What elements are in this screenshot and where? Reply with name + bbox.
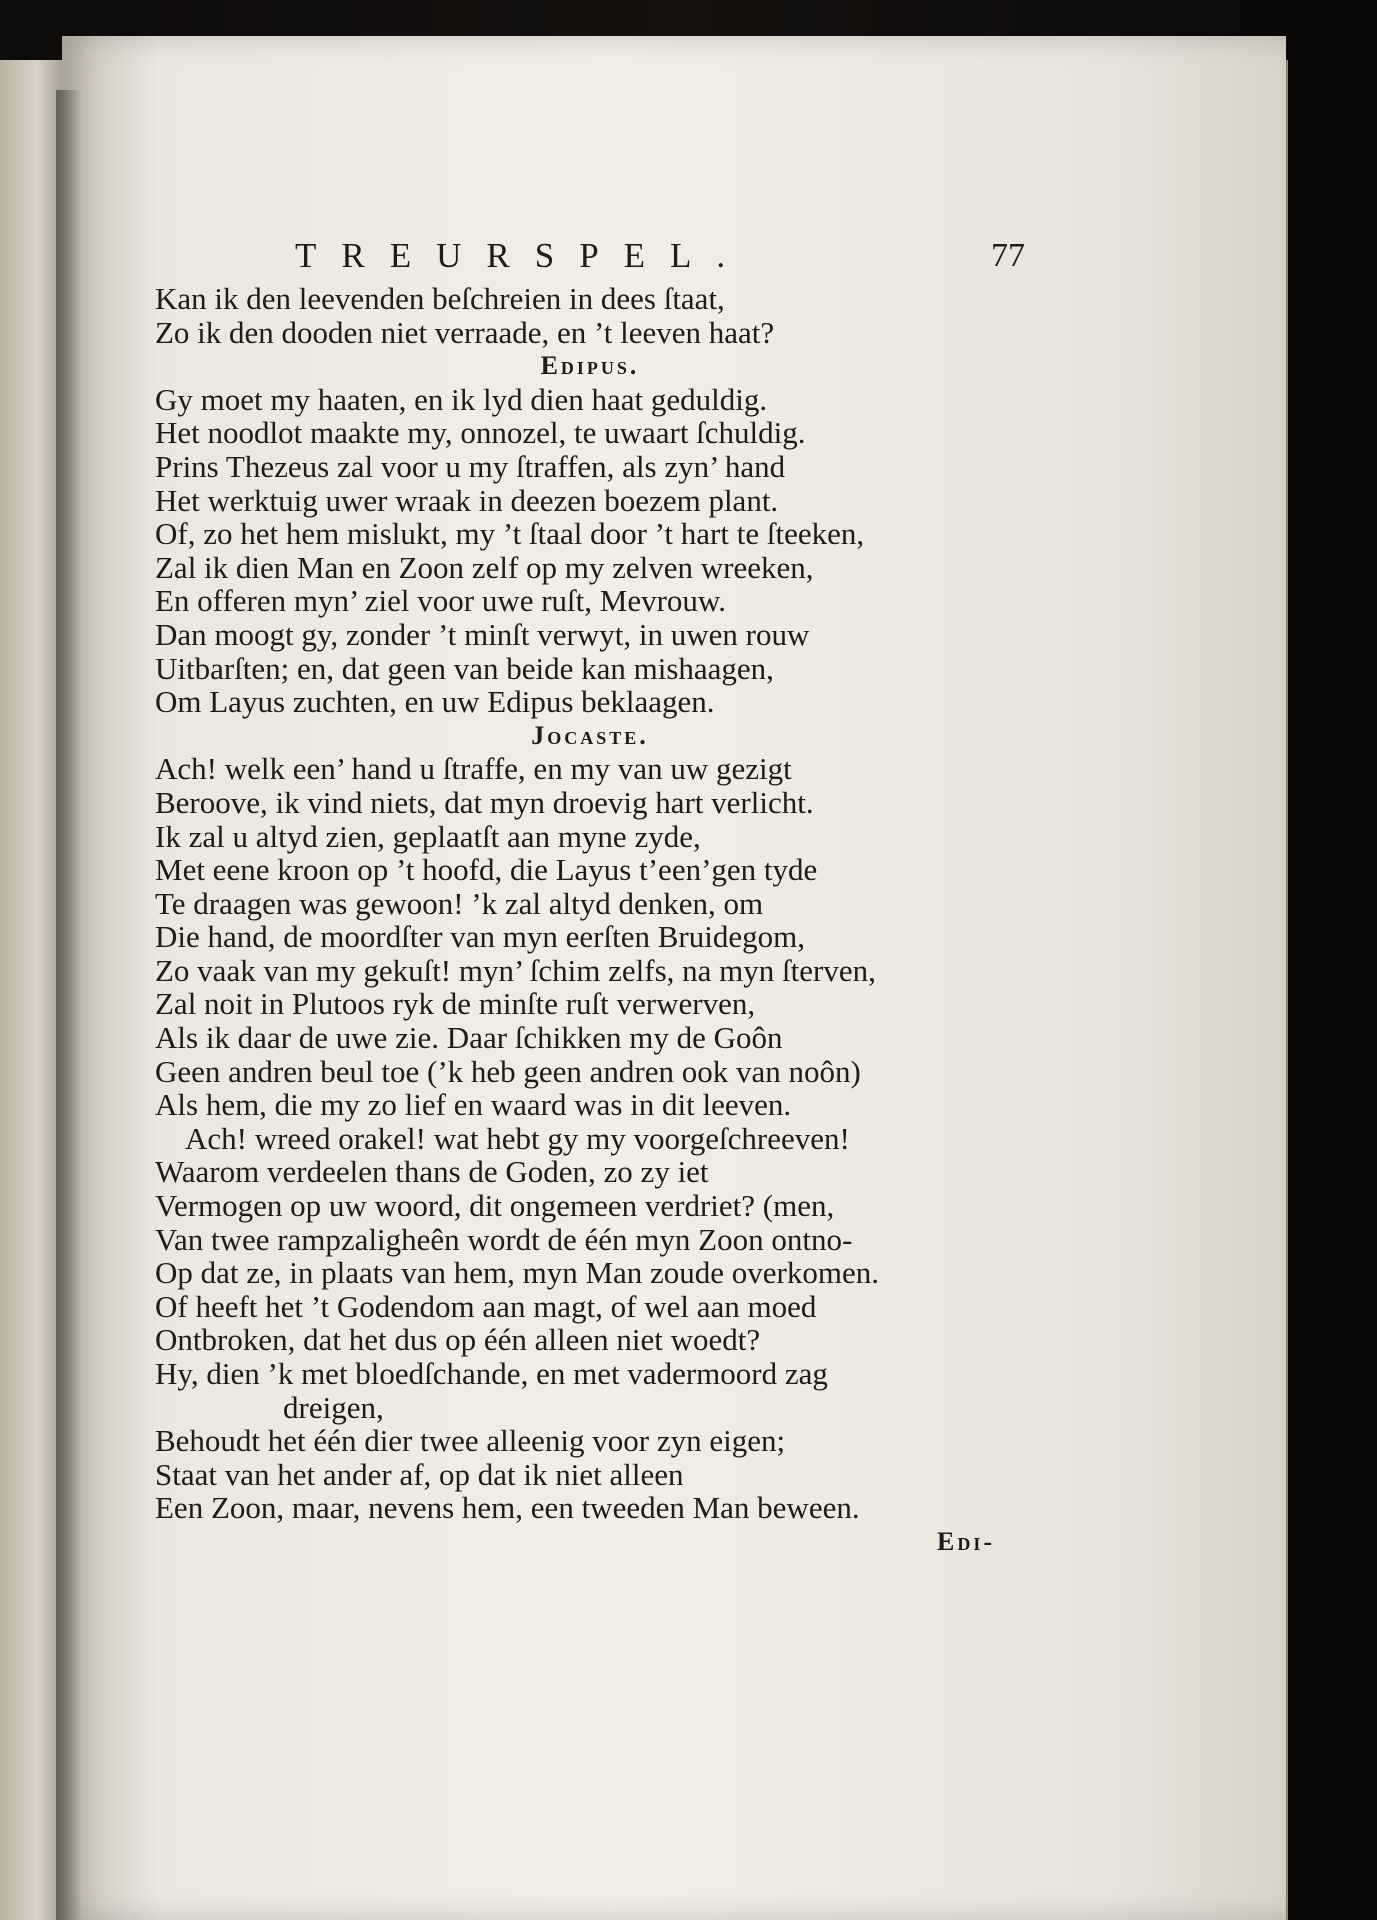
page-text — [155, 230, 1025, 1559]
verse-line: Behoudt het één dier twee alleenig voor zyn eigen; — [155, 1423, 786, 1459]
verse-line: Een Zoon, maar, nevens hem, een tweeden Man beween. — [155, 1490, 860, 1526]
verse-line: Met eene kroon op ’t hoofd, die Layus t’een’gen tyde — [155, 852, 818, 888]
verse-line: Als hem, die my zo lief en waard was in dit leeven. — [155, 1087, 792, 1123]
verse-line: Die hand, de moordſter van myn eerſten Bruidegom, — [155, 919, 805, 955]
verse-line: Kan ik den leevenden beſchreien in dees ſtaat, — [155, 281, 725, 316]
binding-shadow — [56, 90, 82, 1920]
verse-line: Geen andren beul toe (’k heb geen andren ook van noôn) — [155, 1053, 861, 1089]
verse-line: Staat van het ander af, op dat ik niet alleen — [155, 1456, 684, 1492]
verse-line: Het noodlot maakte my, onnozel, te uwaart ſchuldig. — [155, 415, 806, 451]
verse-line: Van twee rampzaligheên wordt de één myn Zoon ontno- — [155, 1221, 853, 1257]
verse-line: Waarom verdeelen thans de Goden, zo zy iet — [155, 1154, 709, 1190]
speaker-name: Jocaste. — [531, 720, 649, 750]
verse-line: Hy, dien ’k met bloedſchande, en met vadermoord zag — [155, 1356, 828, 1391]
verse-line: Ontbroken, dat het dus op één alleen niet woedt? — [155, 1322, 761, 1358]
speaker-name: Edipus. — [540, 351, 640, 381]
verse-line: Zo ik den dooden niet verraade, en ’t leeven haat? — [155, 314, 775, 350]
verse-lines — [155, 282, 1025, 1559]
verse-line: Dan moogt gy, zonder ’t minſt verwyt, in uwen rouw — [155, 616, 810, 652]
verse-line: Ach! wreed orakel! wat hebt gy my voorgeſchreeven! — [185, 1120, 850, 1156]
page-header — [155, 230, 1025, 282]
verse-line: Zo vaak van my gekuſt! myn’ ſchim zelfs, na myn ſterven, — [155, 952, 876, 988]
catchword: Edi- — [936, 1526, 995, 1556]
verse-line: Om Layus zuchten, en uw Edipus beklaagen. — [155, 684, 715, 720]
verse-line: dreigen, — [283, 1389, 384, 1425]
verse-line: Of heeft het ’t Godendom aan magt, of wel aan moed — [155, 1288, 817, 1324]
verse-line: Als ik daar de uwe zie. Daar ſchikken my de Goôn — [155, 1020, 783, 1056]
verse-line: Beroove, ik vind niets, dat myn droevig hart verlicht. — [155, 784, 814, 820]
verse-line: Zal ik dien Man en Zoon zelf op my zelven wreeken, — [155, 549, 814, 585]
verse-line: Ik zal u altyd zien, geplaatſt aan myne zyde, — [155, 818, 701, 854]
verse-line: Het werktuig uwer wraak in deezen boezem plant. — [155, 482, 779, 518]
verse-line: Zal noit in Plutoos ryk de minſte ruſt verwerven, — [155, 986, 756, 1022]
verse-line: Op dat ze, in plaats van hem, myn Man zoude overkomen. — [155, 1255, 879, 1291]
verse-line: Vermogen op uw woord, dit ongemeen verdriet? (men, — [155, 1188, 835, 1224]
verse-line: Te draagen was gewoon! ’k zal altyd denken, om — [155, 885, 764, 921]
verse-line: Of, zo het hem mislukt, my ’t ſtaal door ’t hart te ſteeken, — [155, 516, 865, 552]
page-number: 77 — [991, 237, 1025, 274]
verse-line: Prins Thezeus zal voor u my ſtraffen, als zyn’ hand — [155, 448, 786, 484]
verse-line: En offeren myn’ ziel voor uwe ruſt, Mevrouw. — [155, 583, 727, 619]
verse-line: Gy moet my haaten, en ik lyd dien haat geduldig. — [155, 381, 768, 417]
verse-line: Ach! welk een’ hand u ſtraffe, en my van uw gezigt — [155, 751, 792, 787]
verse-line: Uitbarſten; en, dat geen van beide kan mishaagen, — [155, 650, 774, 686]
running-head: TREURSPEL. — [295, 236, 751, 275]
